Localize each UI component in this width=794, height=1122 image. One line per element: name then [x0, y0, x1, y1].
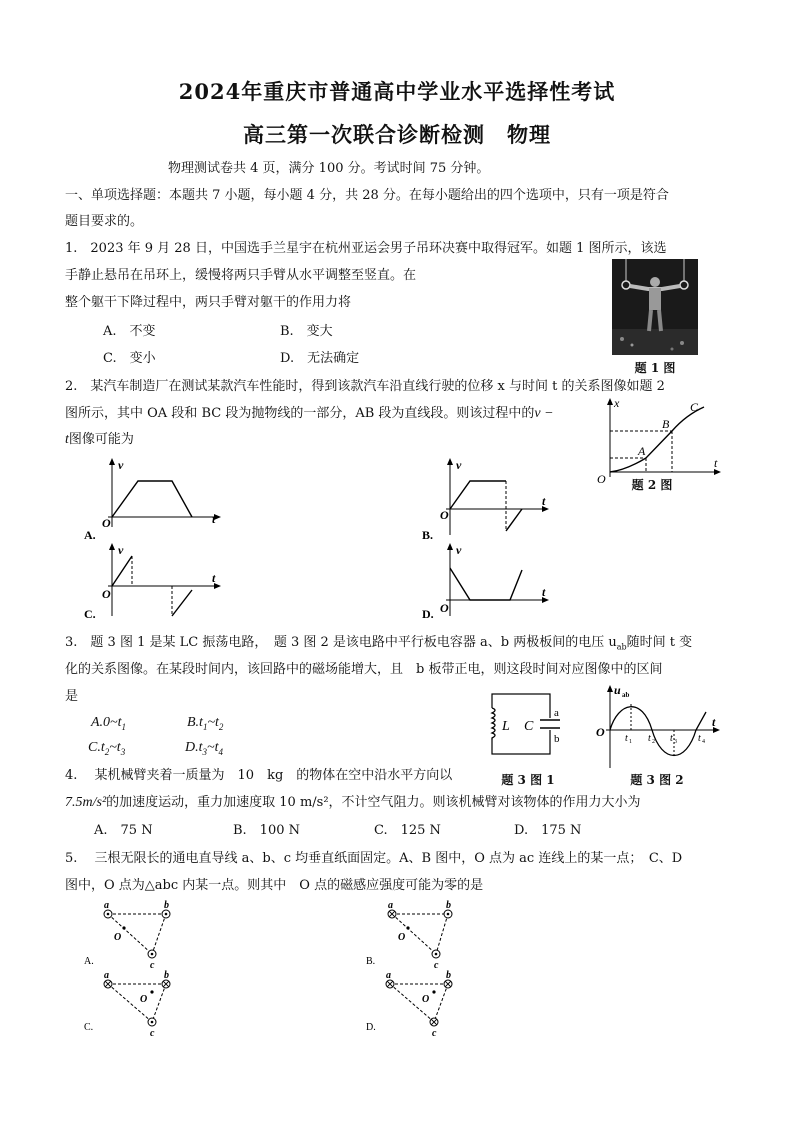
q2-line2: [65, 405, 554, 423]
q4-option-c: C. 125 N: [374, 823, 441, 838]
q3-option-a: $A.0\sim t_1$: [91, 715, 127, 732]
gymnast-photo: [612, 259, 698, 355]
q2-fig-origin: O: [597, 472, 606, 486]
svg-text:4: 4: [702, 739, 705, 745]
lc-circuit-diagram: [486, 690, 568, 760]
exam-subtitle: 高三第一次联合诊断检测 物理: [243, 122, 551, 147]
q4-option-b: B. 100 N: [233, 823, 301, 838]
q2-a-v-label: v: [118, 458, 124, 472]
q2-t-symbol: t: [65, 432, 69, 447]
q5-option-b-diagram: [364, 900, 474, 972]
svg-text:1: 1: [629, 739, 632, 745]
q1-line1: 1. 2023 年 9 月 28 日，中国选手兰星宇在杭州亚运会男子吊环决赛中取得冠军。如题 1 图所示，该选: [65, 241, 667, 256]
q3-line1-sub: ab: [616, 642, 627, 652]
q3-graph-origin: O: [596, 725, 605, 739]
q3-line3: 是: [65, 689, 79, 704]
q2-option-b-label: B.: [422, 528, 434, 542]
q2-d-origin: O: [440, 601, 449, 615]
q1-option-a: A. 不变: [103, 324, 156, 339]
q5-d-label-o: O: [422, 994, 430, 1005]
q2-figure-caption: 题 2 图: [631, 478, 673, 492]
q3-u-t-graph: [594, 682, 724, 772]
q5-b-label-c: c: [434, 960, 439, 971]
q3-option-d-text: D.t: [185, 740, 203, 755]
q3-option-c: $C.t_2\sim t_3$: [88, 740, 126, 757]
q2-option-a-label: A.: [84, 528, 96, 542]
q5-b-label-o: O: [398, 932, 406, 943]
q2-c-v-label: v: [118, 543, 124, 557]
q4-line2: [65, 794, 641, 812]
q2-fig-point-b: B: [662, 417, 670, 431]
q5-option-c-diagram: [82, 968, 192, 1040]
q2-b-t-label: t: [542, 494, 546, 508]
q3-line1-end: 随时间 t 变: [626, 635, 693, 650]
q3-graph-t4: t: [698, 733, 701, 744]
q4-accel-value: 7.5m/s²: [65, 795, 107, 810]
exam-info: 物理测试卷共 4 页，满分 100 分。考试时间 75 分钟。: [168, 161, 490, 176]
q5-b-label-a: a: [388, 900, 393, 911]
q5-option-c-label: C.: [84, 1022, 94, 1033]
q2-line1: 2. 某汽车制造厂在测试某款汽车性能时，得到该款汽车沿直线行驶的位移 x 与时间 t 的关系图像如题 2: [65, 379, 665, 394]
q2-option-d-label: D.: [422, 607, 434, 621]
q5-a-label-b: b: [164, 900, 169, 911]
q5-a-label-o: O: [114, 932, 122, 943]
q5-option-a-diagram: [82, 900, 192, 972]
lc-label-b: b: [554, 733, 560, 745]
q5-line2: 图中，O 点为△abc 内某一点。则其中 O 点的磁感应强度可能为零的是: [65, 878, 484, 893]
q4-option-d: D. 175 N: [514, 823, 582, 838]
q5-option-d-diagram: [364, 968, 474, 1040]
q3-figure2-caption: 题 3 图 2: [630, 773, 684, 787]
q2-fig-x-label: x: [614, 396, 620, 410]
q5-c-label-b: b: [164, 970, 169, 981]
q2-xt-graph: [594, 395, 724, 487]
q2-fig-point-a: A: [638, 444, 646, 458]
q5-d-label-a: a: [386, 970, 391, 981]
q2-line3: [65, 431, 134, 449]
lc-label-l: L: [502, 719, 510, 734]
lc-label-a: a: [554, 707, 559, 719]
q2-option-a-graph: [80, 455, 230, 545]
q1-option-c: C. 变小: [103, 351, 156, 366]
q2-line2-text: 图所示，其中 OA 段和 BC 段为抛物线的一部分，AB 段为直线段。则该过程中的: [65, 406, 535, 421]
q3-line1-text: 3. 题 3 图 1 是某 LC 振荡电路， 题 3 图 2 是该电路中平行板电容器 a、b 两极板间的电压 u: [65, 635, 617, 650]
q2-c-t-label: t: [212, 571, 216, 585]
q2-option-b-graph: [418, 455, 568, 545]
q2-d-v-label: v: [456, 543, 462, 557]
q5-d-label-c: c: [432, 1028, 437, 1039]
section-heading-cont: 题目要求的。: [65, 214, 144, 229]
q3-graph-t-label: t: [712, 715, 716, 729]
q1-option-d: D. 无法确定: [280, 351, 360, 366]
q4-option-a: A. 75 N: [94, 823, 153, 838]
q5-c-label-o: O: [140, 994, 148, 1005]
q2-option-d-graph: [418, 540, 568, 624]
q2-fig-point-c: C: [690, 400, 699, 414]
q3-graph-u-label: u: [614, 683, 621, 697]
q2-b-v-label: v: [456, 458, 462, 472]
svg-text:3: 3: [674, 739, 677, 745]
q3-graph-t3: t: [670, 733, 673, 744]
lc-label-c: C: [524, 719, 534, 734]
q2-option-c-label: C.: [84, 607, 96, 621]
q1-line2: 手静止悬吊在吊环上，缓慢将两只手臂从水平调整至竖直。在: [65, 268, 417, 283]
q5-b-label-b: b: [446, 900, 451, 911]
q5-line1: 5. 三根无限长的通电直导线 a、b、c 均垂直纸面固定。A、B 图中，O 点为 ac 连线上的某一点； C、D: [65, 851, 683, 866]
q2-fig-t-label: t: [714, 456, 718, 470]
q2-a-origin: O: [102, 516, 111, 530]
q1-line3: 整个躯干下降过程中，两只手臂对躯干的作用力将: [65, 295, 352, 310]
q5-option-d-label: D.: [366, 1022, 376, 1033]
q5-c-label-c: c: [150, 1028, 155, 1039]
q5-option-b-label: B.: [366, 956, 376, 967]
q3-graph-t2: t: [648, 733, 651, 744]
q3-graph-t1: t: [625, 733, 628, 744]
q5-c-label-a: a: [104, 970, 109, 981]
q3-option-b: $B.t_1\sim t_2$: [187, 715, 224, 732]
q5-a-label-a: a: [104, 900, 109, 911]
q3-figure1-caption: 题 3 图 1: [501, 773, 555, 787]
q3-line1: [65, 634, 692, 657]
q3-line2: 化的关系图像。在某段时间内，该回路中的磁场能增大，且 b 板带正电，则这段时间对应图像中的区间: [65, 662, 663, 677]
q2-b-origin: O: [440, 508, 449, 522]
q2-v-symbol: v −: [534, 406, 554, 421]
q5-a-label-c: c: [150, 960, 155, 971]
q2-option-c-graph: [80, 540, 230, 624]
q2-line3-text: 图像可能为: [68, 432, 134, 447]
q3-option-d: $D.t_3\sim t_4$: [185, 740, 223, 757]
exam-title: 2024年重庆市普通高中学业水平选择性考试: [178, 79, 616, 104]
q3-option-b-text: B.t: [187, 715, 203, 730]
q3-graph-u-sub: ab: [622, 691, 630, 699]
q4-line1: 4. 某机械臂夹着一质量为 10 kg 的物体在空中沿水平方向以: [65, 768, 453, 783]
q5-option-a-label: A.: [84, 956, 94, 967]
q2-c-origin: O: [102, 587, 111, 601]
q1-figure-caption: 题 1 图: [634, 361, 676, 375]
section-heading: 一、单项选择题：本题共 7 小题，每小题 4 分，共 28 分。在每小题给出的四个选项中，只有一项是符合: [65, 188, 669, 203]
q3-option-c-text: C.t: [88, 740, 105, 755]
q1-option-b: B. 变大: [280, 324, 333, 339]
q3-option-a-text: A.0~t: [91, 715, 122, 730]
q4-line2-text: 的加速度运动，重力加速度取 10 m/s²，不计空气阻力。则该机械臂对该物体的作用力大小为: [106, 795, 641, 810]
q2-a-t-label: t: [212, 512, 216, 526]
q2-d-t-label: t: [542, 585, 546, 599]
q5-d-label-b: b: [446, 970, 451, 981]
svg-text:2: 2: [652, 739, 655, 745]
